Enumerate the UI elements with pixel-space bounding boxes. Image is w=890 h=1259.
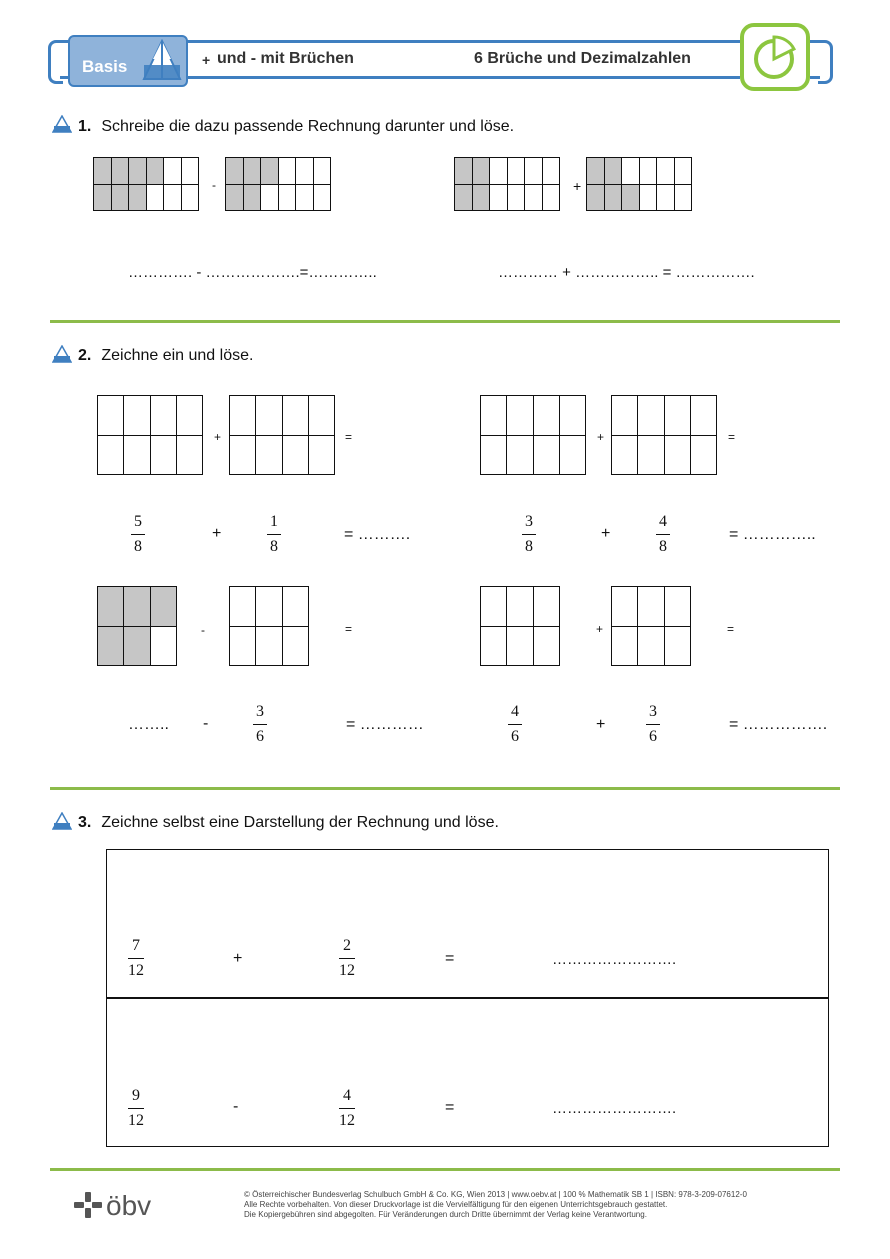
task1-grid-c — [454, 157, 560, 211]
task1-heading — [78, 118, 514, 136]
task1-op-right: + — [573, 178, 582, 194]
denominator: 8 — [134, 538, 142, 555]
divider-3 — [50, 1168, 840, 1171]
pie-logo-icon — [744, 27, 806, 87]
fraction — [339, 937, 355, 980]
fraction — [128, 937, 144, 980]
equals-sign: = — [445, 950, 455, 967]
task2-grid-3a — [97, 586, 177, 666]
denominator: 6 — [511, 728, 519, 745]
numerator: 3 — [646, 703, 660, 725]
minus-sign: - — [233, 1098, 239, 1115]
basis-badge — [68, 35, 188, 87]
plus-sign: + — [601, 525, 611, 542]
chapter-logo — [740, 23, 810, 91]
task1-instruction: Schreibe die dazu passende Rechnung darunter und löse. — [101, 118, 515, 135]
denominator: 12 — [339, 962, 355, 979]
blank-value: …….. — [128, 716, 169, 733]
minus-sign: - — [203, 715, 209, 732]
difficulty-triangle-icon — [52, 812, 72, 830]
numerator: 4 — [656, 513, 670, 535]
task2-grid-1b — [229, 395, 335, 475]
numerator: 1 — [267, 513, 281, 535]
difficulty-triangle-icon — [52, 115, 72, 133]
task1-op-left: - — [212, 178, 216, 192]
fraction — [339, 1087, 355, 1130]
divider-2 — [50, 787, 840, 790]
task2-grid-1c — [480, 395, 586, 475]
fraction — [253, 703, 267, 746]
chapter-title: 6 Brüche und Dezimalzahlen — [474, 50, 691, 67]
task1-grid-b — [225, 157, 331, 211]
result-blank: = ………….. — [729, 526, 816, 543]
task1-grid-a — [93, 157, 199, 211]
equals-sign: = — [445, 1099, 455, 1116]
task2-row3-eq-right: = — [727, 622, 735, 636]
plus-sign: + — [212, 525, 222, 542]
fraction — [128, 1087, 144, 1130]
task1-answer-left: …………. - ……………….=………….. — [128, 264, 377, 281]
denominator: 8 — [659, 538, 667, 555]
result-blank: ……………………. — [552, 951, 677, 968]
denominator: 8 — [525, 538, 533, 555]
fraction — [267, 513, 281, 556]
task2-instruction: Zeichne ein und löse. — [101, 347, 254, 364]
numerator: 7 — [128, 937, 144, 959]
task3-instruction: Zeichne selbst eine Darstellung der Rechnung und löse. — [101, 814, 499, 831]
task2-heading — [78, 347, 253, 365]
header-line-bottom-right — [810, 76, 820, 79]
task2-row1-eq-right: = — [728, 430, 736, 444]
numerator: 4 — [508, 703, 522, 725]
denominator: 6 — [649, 728, 657, 745]
topic-prefix: + — [202, 52, 211, 68]
fraction — [656, 513, 670, 556]
task2-row3-op-left: - — [201, 623, 205, 637]
numerator: 9 — [128, 1087, 144, 1109]
fraction — [131, 513, 145, 556]
task2-row3-op-right: + — [596, 622, 604, 636]
result-blank: = ………… — [346, 716, 424, 733]
denominator: 12 — [128, 1112, 144, 1129]
task2-row3-eq-left: = — [345, 622, 353, 636]
fraction — [508, 703, 522, 746]
denominator: 12 — [339, 1112, 355, 1129]
denominator: 8 — [270, 538, 278, 555]
plus-sign: + — [233, 950, 243, 967]
numerator: 3 — [522, 513, 536, 535]
numerator: 3 — [253, 703, 267, 725]
task2-grid-3b — [229, 586, 309, 666]
task3-number: 3. — [78, 814, 92, 831]
fraction — [646, 703, 660, 746]
task3-heading — [78, 814, 499, 832]
task1-grid-d — [586, 157, 692, 211]
task2-number: 2. — [78, 347, 92, 364]
basis-label: Basis — [82, 57, 128, 76]
task2-grid-3c — [480, 586, 560, 666]
obv-star-icon — [74, 1192, 102, 1218]
numerator: 4 — [339, 1087, 355, 1109]
difficulty-triangle-icon — [52, 345, 72, 363]
numerator: 5 — [131, 513, 145, 535]
rights-line: Alle Rechte vorbehalten. Von dieser Druckvorlage ist die Vervielfältigung für den eigenen Unterrichtsgebrauch gestattet. — [244, 1200, 668, 1209]
divider-1 — [50, 320, 840, 323]
topic-title: und - mit Brüchen — [217, 50, 354, 67]
task2-grid-3d — [611, 586, 691, 666]
fraction — [522, 513, 536, 556]
plus-sign: + — [596, 716, 606, 733]
header-right-bracket — [818, 40, 833, 84]
basis-triangle-icon — [140, 39, 184, 81]
task1-number: 1. — [78, 118, 92, 135]
copyright-notice — [244, 1190, 844, 1220]
task1-answer-right: ………… + …………….. = ……………. — [498, 264, 755, 281]
task2-row1-eq-left: = — [345, 430, 353, 444]
denominator: 6 — [256, 728, 264, 745]
fees-line: Die Kopiergebühren sind abgegolten. Für Veränderungen durch Dritte übernimmt der Verlag keine Verantwortung. — [244, 1210, 647, 1219]
task2-row1-op-right: + — [597, 430, 605, 444]
publisher-logo: öbv — [106, 1190, 152, 1221]
task3-box-divider — [106, 997, 829, 999]
copyright-line: © Österreichischer Bundesverlag Schulbuch GmbH & Co. KG, Wien 2013 | www.oebv.at | 100 % Mathematik SB 1 | ISBN: 978-3-209-07612-0 — [244, 1190, 747, 1199]
result-blank: = ………. — [344, 526, 411, 543]
header-line-top-right — [810, 40, 820, 43]
task2-row1-op-left: + — [214, 430, 222, 444]
task2-grid-1a — [97, 395, 203, 475]
denominator: 12 — [128, 962, 144, 979]
numerator: 2 — [339, 937, 355, 959]
result-blank: ……………………. — [552, 1100, 677, 1117]
task2-grid-1d — [611, 395, 717, 475]
result-blank: = ……………. — [729, 716, 828, 733]
